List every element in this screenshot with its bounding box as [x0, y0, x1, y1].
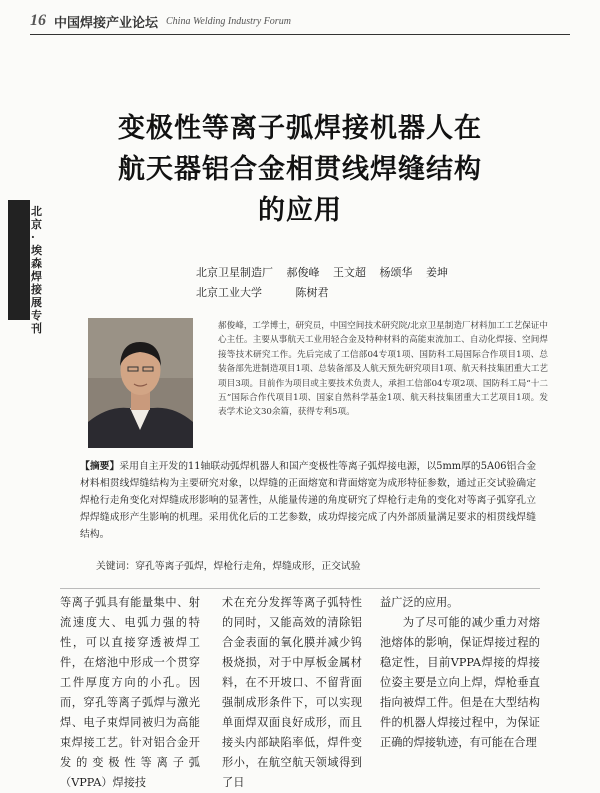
abstract — [80, 458, 536, 543]
page-number: 16 — [30, 12, 46, 29]
body-column-1: 等离子弧具有能量集中、射流速度大、电弧力强的特性，可以直接穿透被焊工件，在熔池中形成一个贯穿工件厚度方向的小孔。因而，穿孔等离子弧焊与激光焊、电子束焊同被归为高能束焊接工艺。针对铝合金开发的变极性等离子弧（VPPA）焊接技 — [60, 596, 200, 789]
running-header — [30, 10, 570, 32]
section-divider — [60, 588, 540, 589]
abstract-label: 【摘要】 — [80, 461, 120, 472]
keywords — [96, 558, 536, 572]
author-name: 郝俊峰 — [286, 266, 320, 279]
author-name: 王文超 — [333, 266, 366, 279]
title-line: 变极性等离子弧焊接机器人在 — [118, 113, 482, 144]
journal-title-en: China Welding Industry Forum — [166, 15, 291, 27]
affiliation: 北京工业大学 — [196, 286, 262, 299]
header-rule — [30, 34, 570, 35]
journal-title-cn: 中国焊接产业论坛 — [54, 15, 159, 31]
title-line: 航天器铝合金相贯线焊缝结构 — [118, 154, 482, 185]
title-line: 的应用 — [258, 195, 342, 226]
author-line — [196, 263, 556, 283]
author-name: 杨颂华 — [379, 266, 413, 279]
author-block — [196, 263, 556, 303]
affiliation: 北京卫星制造厂 — [196, 266, 273, 279]
author-line — [196, 283, 556, 303]
author-name: 姜坤 — [426, 266, 448, 279]
body-column-2: 术在充分发挥等离子弧特性的同时，又能高效的清除铝合金表面的氧化膜并减少钨极烧损，对于中厚板金属材料，在不开坡口、不留背面强制成形条件下，可以实现单面焊双面良好成形，而且接头内部缺陷率低，焊件变形小，在航空航天领域得到了日 — [222, 596, 362, 789]
abstract-text: 采用自主开发的11轴联动弧焊机器人和国产变极性等离子弧焊接电源，以5mm厚的5A06铝合金材料相贯线焊缝结构为主要研究对象，以焊缝的正面熔宽和背面熔宽为成形特征参数，通过正交试验确定焊枪行走角变化对焊缝成形影响的显著性，从能量传递的角度研究了焊枪行走角的变化对等离子弧穿孔立焊焊缝成形产生影响的机理。采用优化后的工艺参数，成功焊接完成了内外部质量满足要求的相贯线焊缝结构。 — [80, 461, 536, 540]
side-tab-bar — [8, 200, 30, 320]
author-photo — [88, 318, 193, 448]
author-bio: 郝俊峰，工学博士，研究员，中国空间技术研究院/北京卫星制造厂材料加工工艺保证中心主任。主要从事航天工业用轻合金及特种材料的高能束流加工、自动化焊接、空间焊接等技术研究工作。先后完成了工信部04专项1项、国防科工局国际合作项目1项、总装备部先进制造项目1项、总装备部及人航天预先研究项目1项、航天科技集团重大工艺项目3项。目前作为项目或主要技术负责人，承担工信部04专项2项、国防科工局“十二五”国际合作代项目1项、国家自然科学基金1项、航天科技集团重大工艺项目1项。发表学术论文30余篇，获得专利5项。 — [218, 321, 548, 418]
keywords-text: 穿孔等离子弧焊，焊枪行走角，焊缝成形，正交试验 — [135, 561, 361, 572]
author-name: 陈树君 — [295, 286, 329, 299]
author-portrait-image — [88, 318, 193, 448]
article-title — [40, 108, 560, 231]
keywords-label: 关键词： — [96, 561, 136, 572]
body-column-3: 益广泛的应用。 为了尽可能的减少重力对熔池熔体的影响，保证焊接过程的稳定性，目前VPPA焊接的焊接位姿主要是立向上焊，焊枪垂直指向被焊工件。但是在大型结构件的机器人焊接过程中，为保证正确的焊接轨迹，有可能在合理 — [380, 596, 540, 749]
side-tab-label: 北京·埃森焊接展专刊 — [31, 205, 42, 335]
